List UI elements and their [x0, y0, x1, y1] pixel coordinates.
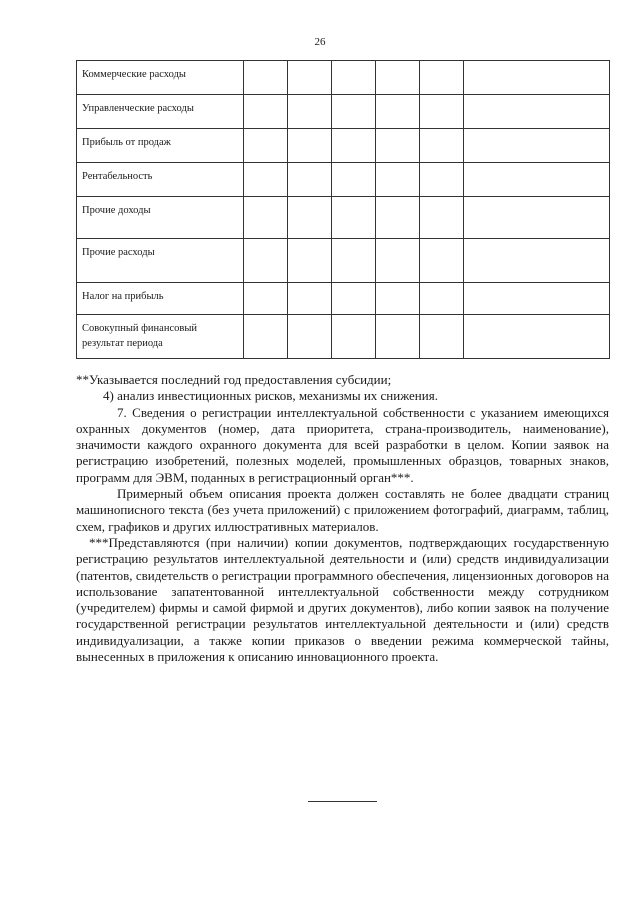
table-row — [77, 283, 610, 315]
value-cell — [420, 129, 464, 163]
value-cell — [288, 163, 332, 197]
value-cell — [332, 197, 376, 239]
table-row — [77, 163, 610, 197]
table-row — [77, 239, 610, 283]
value-cell — [420, 283, 464, 315]
page-number: 26 — [314, 36, 326, 48]
value-cell — [244, 315, 288, 359]
value-cell — [332, 239, 376, 283]
value-cell — [376, 163, 420, 197]
row-label: Рентабельность — [77, 163, 244, 197]
table-row — [77, 95, 610, 129]
financial-table — [76, 60, 610, 359]
value-cell — [420, 163, 464, 197]
value-cell — [288, 315, 332, 359]
value-cell — [464, 129, 610, 163]
value-cell — [244, 129, 288, 163]
end-rule — [308, 801, 377, 802]
value-cell — [288, 239, 332, 283]
value-cell — [464, 315, 610, 359]
value-cell — [420, 95, 464, 129]
value-cell — [464, 95, 610, 129]
value-cell — [288, 95, 332, 129]
footnote-last-year: **Указывается последний год предоставления субсидии; — [76, 372, 392, 387]
value-cell — [332, 283, 376, 315]
value-cell — [288, 283, 332, 315]
volume-note: Примерный объем описания проекта должен составлять не более двадцати страниц машинописного текста (без учета приложений) с приложением фотографий, диаграмм, таблиц, схем, графиков и других иллюстративных материалов. — [76, 486, 609, 534]
value-cell — [332, 95, 376, 129]
table-row — [77, 197, 610, 239]
value-cell — [376, 197, 420, 239]
value-cell — [420, 61, 464, 95]
row-label: Прочие расходы — [77, 239, 244, 283]
value-cell — [464, 283, 610, 315]
value-cell — [244, 61, 288, 95]
body-text — [76, 372, 609, 665]
row-label: Прибыль от продаж — [77, 129, 244, 163]
item-4: 4) анализ инвестиционных рисков, механизмы их снижения. — [103, 388, 438, 404]
footnote-ip-documents: ***Представляются (при наличии) копии документов, подтверждающих государственную регистрацию результатов интеллектуальной деятельности и (или) средств индивидуализации (патентов, свидетельств о регистрации программного обеспечения, лицензионных договоров на использование запатентованной интеллектуальной собственности между сотрудником (учредителем) фирмы и самой фирмой и других документов), либо копии заявок на получение государственной регистрации результатов интеллектуальной деятельности и (или) средств индивидуализации, а также копии приказов о введении режима коммерческой тайны, вынесенных в приложения к описанию инновационного проекта. — [76, 534, 609, 665]
value-cell — [244, 95, 288, 129]
value-cell — [464, 163, 610, 197]
value-cell — [376, 61, 420, 95]
value-cell — [376, 283, 420, 315]
value-cell — [288, 61, 332, 95]
value-cell — [464, 197, 610, 239]
row-label: Коммерческие расходы — [77, 61, 244, 95]
table-row — [77, 129, 610, 163]
row-label: Совокупный финансовый результат периода — [77, 315, 244, 359]
value-cell — [244, 197, 288, 239]
table-row — [77, 315, 610, 359]
row-label: Налог на прибыль — [77, 283, 244, 315]
value-cell — [420, 239, 464, 283]
value-cell — [464, 239, 610, 283]
value-cell — [332, 129, 376, 163]
row-label: Прочие доходы — [77, 197, 244, 239]
value-cell — [376, 239, 420, 283]
value-cell — [420, 197, 464, 239]
value-cell — [288, 197, 332, 239]
value-cell — [332, 315, 376, 359]
value-cell — [288, 129, 332, 163]
value-cell — [420, 315, 464, 359]
value-cell — [376, 129, 420, 163]
value-cell — [244, 239, 288, 283]
row-label: Управленческие расходы — [77, 95, 244, 129]
value-cell — [376, 95, 420, 129]
value-cell — [376, 315, 420, 359]
value-cell — [464, 61, 610, 95]
value-cell — [244, 283, 288, 315]
value-cell — [244, 163, 288, 197]
table-row — [77, 61, 610, 95]
item-7: 7. Сведения о регистрации интеллектуальной собственности с указанием имеющихся охранных документов (номер, дата приоритета, страна-производитель, наименование), значимости каждого охранного документа для всей разработки в целом. Копии заявок на регистрацию изобретений, полезных моделей, промышленных образцов, товарных знаков, программ для ЭВМ, поданных в регистрационный орган***. — [76, 404, 609, 485]
value-cell — [332, 61, 376, 95]
value-cell — [332, 163, 376, 197]
